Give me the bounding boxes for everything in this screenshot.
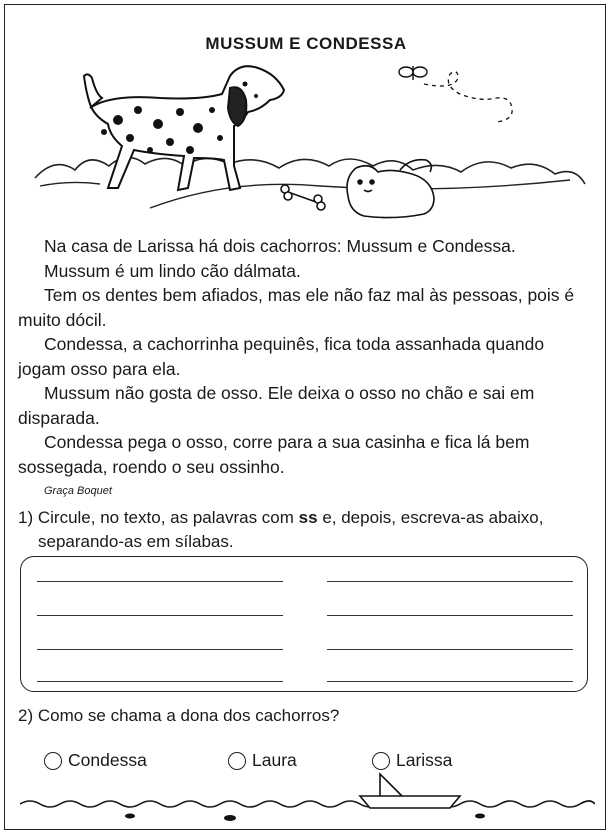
story-paragraph: Mussum é um lindo cão dálmata. bbox=[44, 260, 301, 281]
answer-box[interactable] bbox=[20, 556, 588, 692]
dalmatian-dog-icon bbox=[84, 66, 284, 190]
writing-line[interactable] bbox=[327, 649, 573, 650]
pekingese-dog-icon bbox=[347, 160, 434, 218]
question-2-number: 2) bbox=[18, 706, 34, 725]
writing-line[interactable] bbox=[327, 681, 573, 682]
radio-circle-icon[interactable] bbox=[372, 752, 390, 770]
option-laura[interactable] bbox=[228, 750, 297, 771]
option-condessa[interactable] bbox=[44, 750, 147, 771]
story-paragraph: Mussum não gosta de osso. Ele deixa o osso no chão e sai em disparada. bbox=[18, 383, 535, 428]
option-label: Larissa bbox=[396, 750, 453, 770]
story-paragraph: Na casa de Larissa há dois cachorros: Mussum e Condessa. bbox=[44, 236, 516, 256]
question-1-text: Circule, no texto, as palavras com bbox=[37, 508, 294, 527]
writing-line[interactable] bbox=[37, 681, 283, 682]
story-paragraph: Tem os dentes bem afiados, mas ele não faz mal às pessoas, pois é muito dócil. bbox=[18, 285, 575, 330]
bone-icon bbox=[281, 185, 325, 210]
writing-line[interactable] bbox=[37, 649, 283, 650]
question-1 bbox=[18, 506, 603, 554]
question-1-highlight: ss bbox=[298, 508, 318, 527]
writing-line[interactable] bbox=[327, 615, 573, 616]
writing-line[interactable] bbox=[327, 581, 573, 582]
butterfly-icon bbox=[399, 66, 427, 80]
question-2-text: Como se chama a dona dos cachorros? bbox=[37, 706, 340, 725]
radio-circle-icon[interactable] bbox=[228, 752, 246, 770]
page-title: MUSSUM E CONDESSA bbox=[205, 34, 407, 53]
fish-icon bbox=[125, 814, 485, 822]
story-text bbox=[18, 234, 593, 479]
dogs-illustration bbox=[30, 58, 590, 228]
story-paragraph: Condessa, a cachorrinha pequinês, fica toda assanhada quando jogam osso para ela. bbox=[18, 334, 545, 379]
option-label: Condessa bbox=[68, 750, 147, 770]
question-2 bbox=[18, 706, 339, 726]
radio-circle-icon[interactable] bbox=[44, 752, 62, 770]
writing-line[interactable] bbox=[37, 581, 283, 582]
option-larissa[interactable] bbox=[372, 750, 452, 771]
question-1-text-after: e, depois, escreva-as abaixo, bbox=[322, 508, 544, 527]
question-1-number: 1) bbox=[18, 508, 34, 527]
story-paragraph: Condessa pega o osso, corre para a sua casinha e fica lá bem sossegada, roendo o seu ossinho. bbox=[18, 432, 530, 477]
question-1-text-line2: separando-as em sílabas. bbox=[38, 532, 234, 551]
footer-wave-decoration bbox=[20, 772, 595, 824]
boat-icon bbox=[360, 774, 460, 808]
option-label: Laura bbox=[252, 750, 297, 770]
writing-line[interactable] bbox=[37, 615, 283, 616]
story-author: Graça Boquet bbox=[44, 485, 112, 497]
